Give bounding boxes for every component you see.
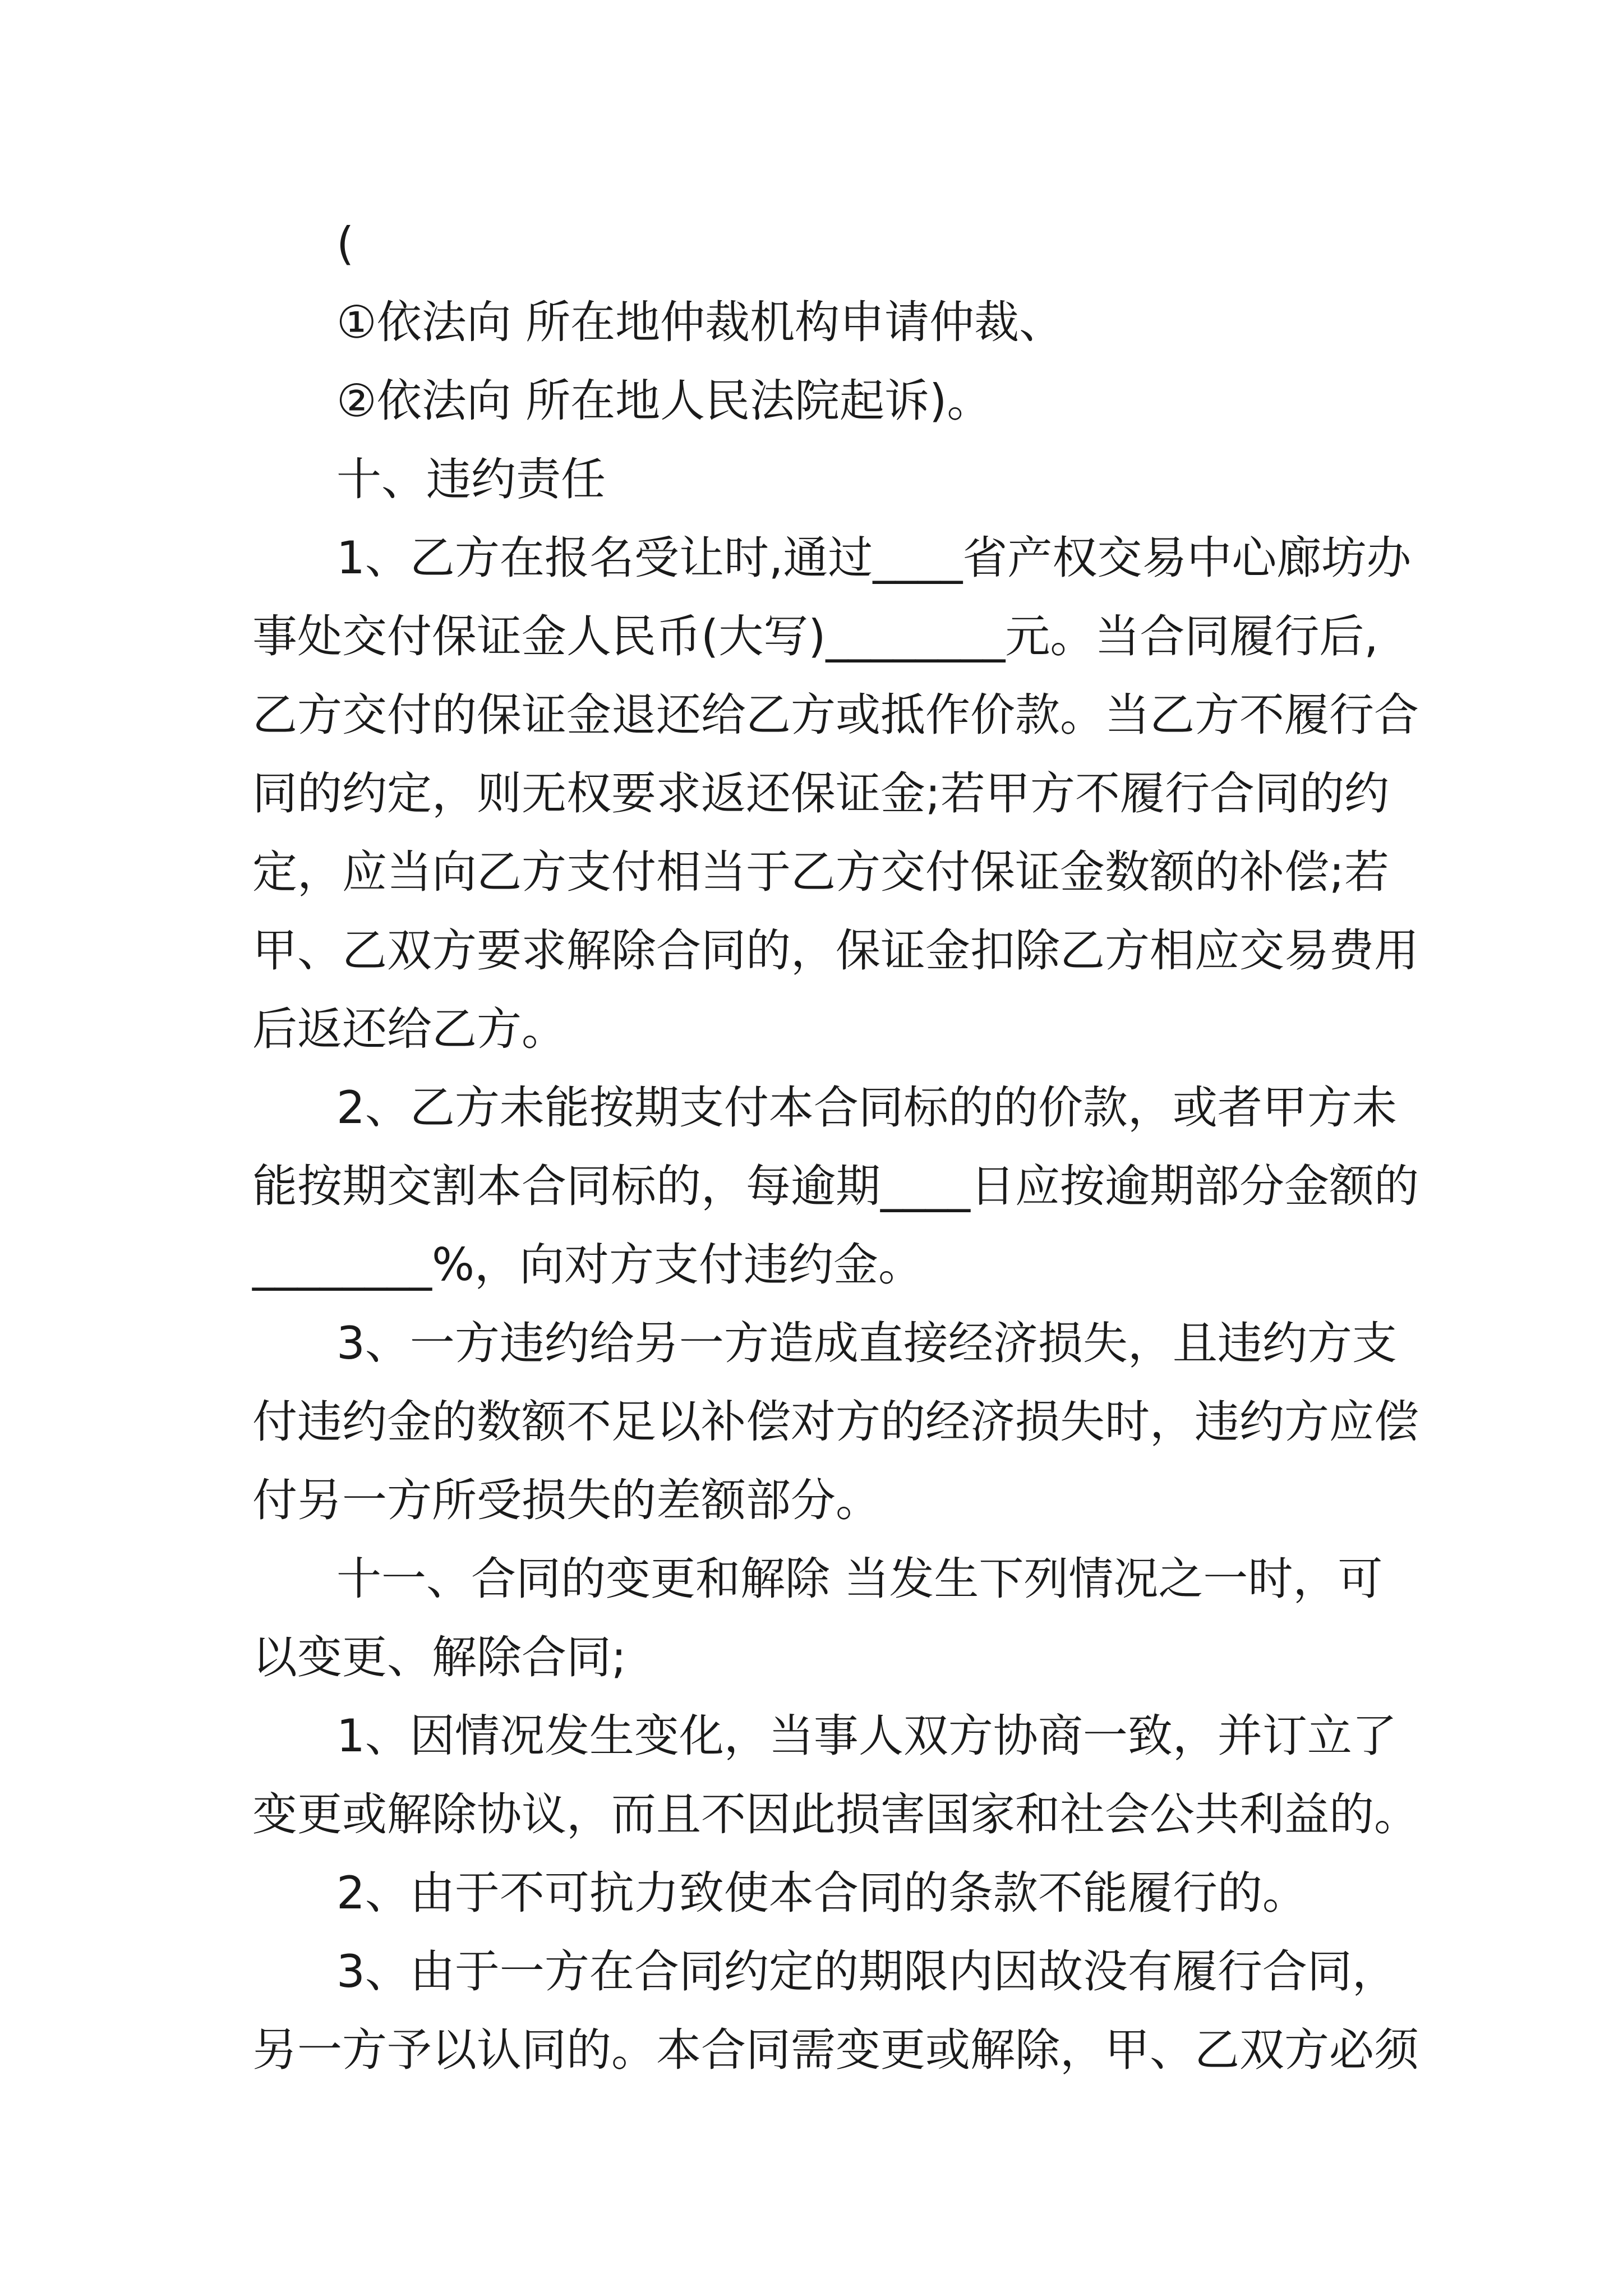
text-line: ①依法向 所在地仲裁机构申请仲裁、 (336, 296, 1064, 348)
section-heading: 十一、合同的变更和解除 当发生下列情况之一时，可 (336, 1553, 1383, 1605)
text-line: 事处交付保证金人民币(大写)________元。当合同履行后, (252, 610, 1378, 662)
text-line: 1、因情况发生变化，当事人双方协商一致，并订立了 (336, 1710, 1397, 1762)
text-line: 付违约金的数额不足以补偿对方的经济损失时，违约方应偿 (252, 1396, 1419, 1448)
text-line: 以变更、解除合同; (252, 1631, 626, 1683)
text-line: ②依法向 所在地人民法院起诉)。 (336, 375, 992, 427)
text-line: 同的约定，则无权要求返还保证金;若甲方不履行合同的约 (252, 767, 1389, 820)
text-line: 后返还给乙方。 (252, 1003, 566, 1055)
text-line: ________%，向对方支付违约金。 (252, 1239, 924, 1291)
text-line: 定，应当向乙方支付相当于乙方交付保证金数额的补偿;若 (252, 846, 1389, 898)
text-line: 能按期交割本合同标的，每逾期____日应按逾期部分金额的 (252, 1160, 1419, 1212)
text-line: 3、由于一方在合同约定的期限内因故没有履行合同， (336, 1945, 1397, 1998)
text-line: 付另一方所受损失的差额部分。 (252, 1474, 880, 1526)
text-line: ( (336, 218, 354, 270)
text-line: 1、乙方在报名受让时,通过____省产权交易中心廊坊办 (336, 532, 1412, 584)
text-line: 乙方交付的保证金退还给乙方或抵作价款。当乙方不履行合 (252, 689, 1419, 741)
section-heading: 十、违约责任 (336, 453, 606, 505)
text-line: 另一方予以认同的。本合同需变更或解除，甲、乙双方必须 (252, 2024, 1419, 2076)
text-line: 变更或解除协议，而且不因此损害国家和社会公共利益的。 (252, 1788, 1419, 1841)
text-line: 甲、乙双方要求解除合同的，保证金扣除乙方相应交易费用 (252, 924, 1419, 977)
text-line: 2、乙方未能按期支付本合同标的的价款，或者甲方未 (336, 1082, 1397, 1134)
text-line: 3、一方违约给另一方造成直接经济损失，且违约方支 (336, 1317, 1397, 1369)
text-line: 2、由于不可抗力致使本合同的条款不能履行的。 (336, 1867, 1307, 1919)
